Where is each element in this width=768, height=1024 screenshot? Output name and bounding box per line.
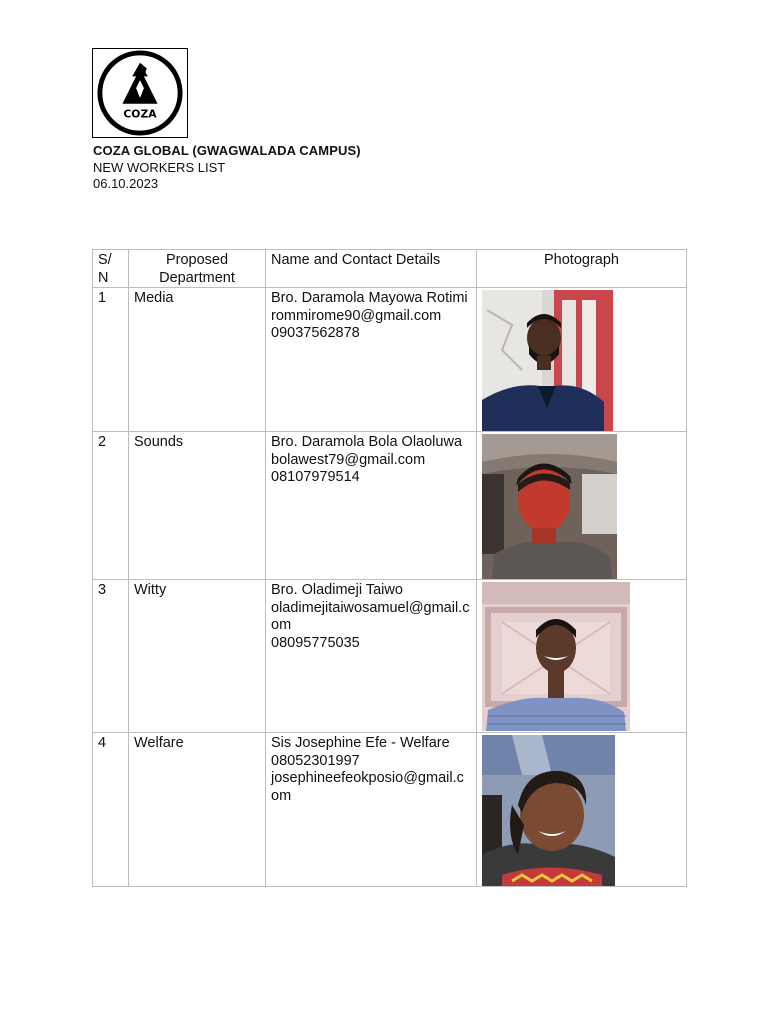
- row-contact: [266, 580, 477, 733]
- row-department: Witty: [129, 580, 266, 733]
- table-row: [93, 580, 687, 733]
- worker-email: bolawest79@gmail.com: [271, 451, 426, 468]
- table-row: [93, 432, 687, 580]
- workers-table: [92, 249, 687, 887]
- row-contact: [266, 432, 477, 580]
- row-contact: [266, 288, 477, 432]
- organization-name: COZA GLOBAL (GWAGWALADA CAMPUS): [93, 143, 361, 158]
- worker-name: Bro. Oladimeji Taiwo: [271, 582, 403, 598]
- worker-email: rommirome90@gmail.com: [271, 307, 442, 324]
- worker-phone: 08052301997: [271, 752, 360, 769]
- row-photo: [477, 733, 687, 887]
- worker-photo: [482, 735, 681, 886]
- worker-name: Sis Josephine Efe - Welfare: [271, 735, 450, 751]
- coza-logo: [92, 48, 188, 138]
- column-header-sn: S/ N: [93, 250, 129, 288]
- row-sn: 2: [93, 432, 129, 580]
- worker-phone: 08107979514: [271, 469, 360, 485]
- worker-phone: 08095775035: [271, 634, 360, 651]
- worker-name: Bro. Daramola Bola Olaoluwa: [271, 434, 463, 450]
- row-sn: 1: [93, 288, 129, 432]
- table-row: [93, 288, 687, 432]
- row-department: Media: [129, 288, 266, 432]
- worker-email: josephineefeokposio@gmail.com: [271, 770, 464, 804]
- row-contact: [266, 733, 477, 887]
- worker-photo: [482, 582, 681, 731]
- document-header: [93, 143, 361, 193]
- worker-name: Bro. Daramola Mayowa Rotimi: [271, 290, 468, 306]
- table-row: [93, 733, 687, 887]
- coza-logo-icon: [93, 49, 187, 137]
- logo-text: COZA: [123, 107, 157, 121]
- worker-photo: [482, 290, 681, 431]
- row-photo: [477, 288, 687, 432]
- row-photo: [477, 432, 687, 580]
- worker-email: oladimejitaiwosamuel@gmail.com: [271, 599, 470, 633]
- worker-phone: 09037562878: [271, 325, 360, 341]
- row-sn: 4: [93, 733, 129, 887]
- row-department: Welfare: [129, 733, 266, 887]
- column-header-department: Proposed Department: [129, 250, 266, 288]
- table-header-row: [93, 250, 687, 288]
- row-department: Sounds: [129, 432, 266, 580]
- list-title: NEW WORKERS LIST: [93, 159, 226, 175]
- list-date: 06.10.2023: [93, 176, 159, 191]
- worker-photo: [482, 434, 681, 579]
- column-header-photo: Photograph: [477, 250, 687, 288]
- row-sn: 3: [93, 580, 129, 733]
- column-header-name: Name and Contact Details: [266, 250, 477, 288]
- row-photo: [477, 580, 687, 733]
